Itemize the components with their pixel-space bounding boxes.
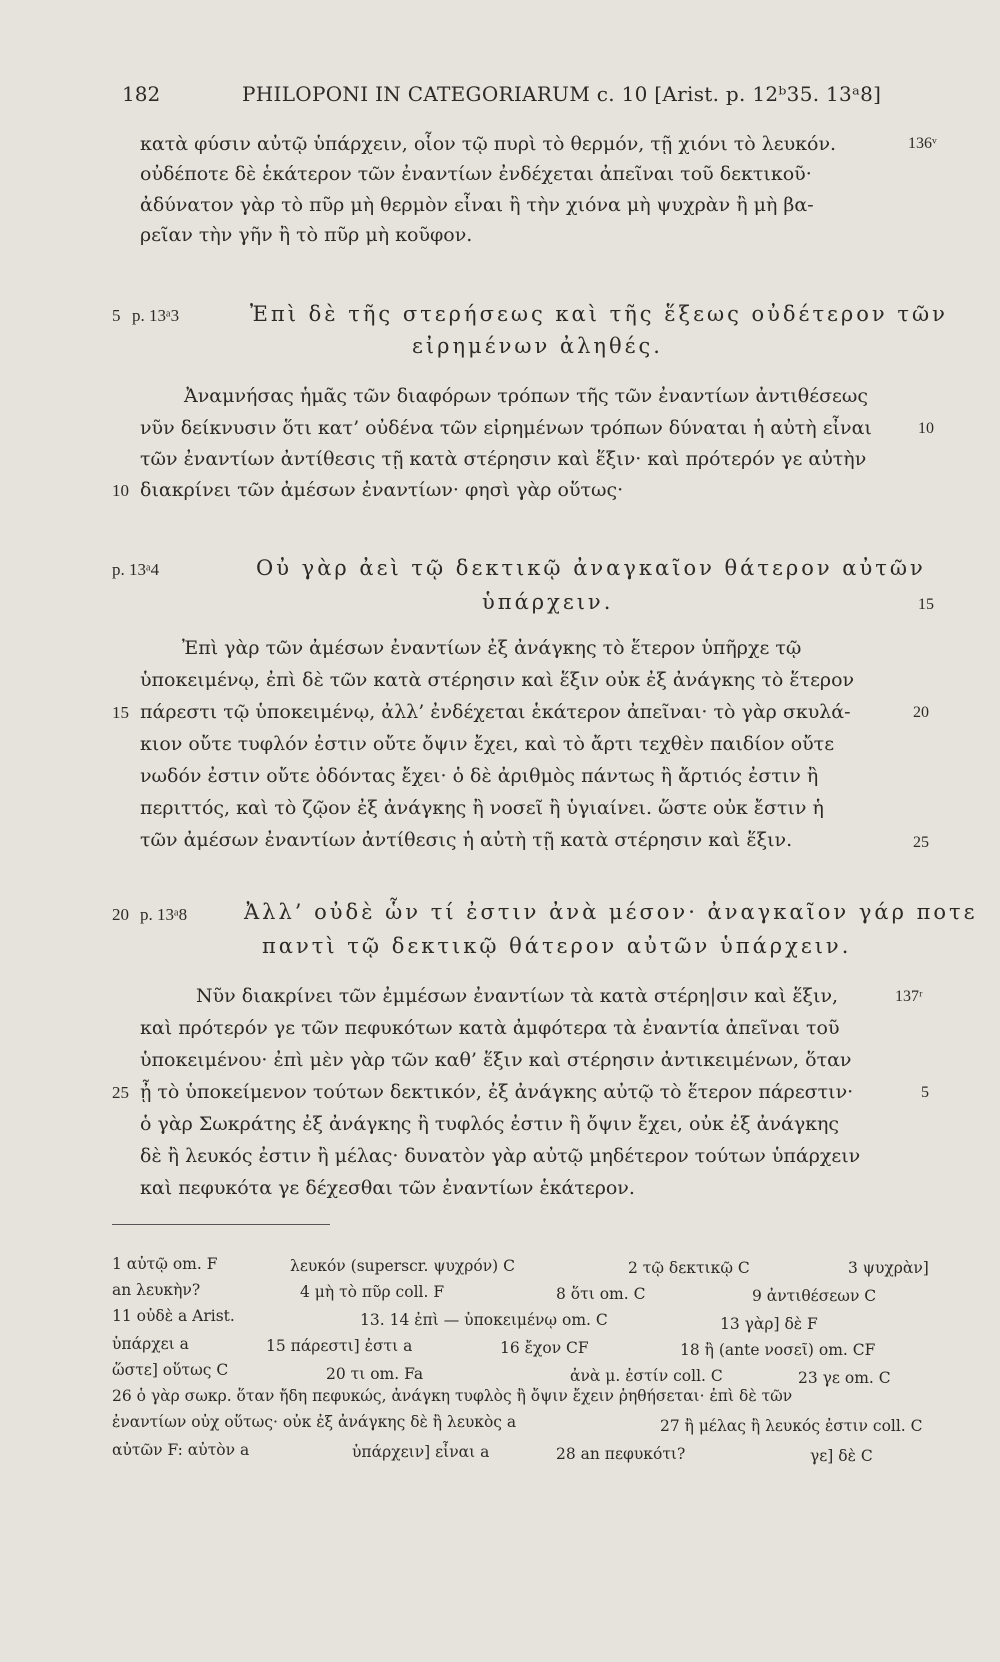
footnote-rule [112,1224,330,1225]
footnote: 20 τι om. Fa [326,1365,424,1383]
footnote: 18 ἢ (ante νοσεῖ) om. CF [680,1341,876,1359]
text-line: δὲ ἢ λευκός ἐστιν ἢ μέλας· δυνατὸν γὰρ αὐτῷ μηδέτερον τούτων ὑπάρχειν [140,1145,861,1167]
text-line: νωδόν ἐστιν οὔτε ὀδόντας ἔχει· ὁ δὲ ἀριθμὸς πάντως ἢ ἄρτιός ἐστιν ἢ [140,765,819,787]
text-line: οὐδέποτε δὲ ἑκάτερον τῶν ἐναντίων ἐνδέχεται ἀπεῖναι τοῦ δεκτικοῦ· [140,163,812,185]
lemma-reference: p. 13ᵃ8 [140,905,188,924]
footnote: 2 τῷ δεκτικῷ C [628,1259,750,1277]
lemma-reference: p. 13ᵃ3 [132,306,180,325]
footnote: 27 ἢ μέλας ἢ λευκός ἐστιν coll. C [660,1417,923,1435]
margin-line-number: 25 [913,834,929,851]
text-line: νῦν δείκνυσιν ὅτι κατ’ οὐδένα τῶν εἰρημένων τρόπων δύναται ἡ αὐτὴ εἶναι [140,417,872,439]
text-line: διακρίνει τῶν ἀμέσων ἐναντίων· φησὶ γὰρ οὕτως· [140,479,624,501]
text-line: ρεῖαν τὴν γῆν ἢ τὸ πῦρ μὴ κοῦφον. [140,224,473,246]
footnote: ὑπάρχει a [112,1335,189,1353]
lemma-text: Ἀλλ’ οὐδὲ ὧν τί ἐστιν ἀνὰ μέσον· ἀναγκαῖον γάρ ποτε [244,900,978,924]
lemma-text: παντὶ τῷ δεκτικῷ θάτερον αὐτῶν ὑπάρχειν. [262,934,852,958]
margin-line-number: 15 [918,596,934,613]
text-line: ὑποκειμένῳ, ἐπὶ δὲ τῶν κατὰ στέρησιν καὶ ἕξιν οὐκ ἐξ ἀνάγκης τὸ ἕτερον [140,669,855,691]
text-line: τῶν ἐναντίων ἀντίθεσις τῇ κατὰ στέρησιν καὶ ἕξιν· καὶ πρότερόν γε αὐτὴν [140,448,867,470]
footnote: 15 πάρεστι] ἐστι a [266,1337,413,1355]
text-line: κιον οὔτε τυφλόν ἐστιν οὔτε ὄψιν ἔχει, καὶ τὸ ἄρτι τεχθὲν παιδίον οὔτε [140,733,835,755]
line-number: 5 [112,306,121,325]
lemma-text: Ἐπὶ δὲ τῆς στερήσεως καὶ τῆς ἕξεως οὐδέτερον τῶν [250,302,948,326]
footnote: 13. 14 ἐπὶ — ὑποκειμένῳ om. C [360,1311,608,1329]
footnote: ἀνὰ μ. ἐστίν coll. C [570,1367,723,1385]
text-line: ὑποκειμένου· ἐπὶ μὲν γὰρ τῶν καθ’ ἕξιν καὶ στέρησιν ἀντικειμένων, ὅταν [140,1049,852,1071]
line-number: 25 [112,1083,129,1102]
lemma-reference: p. 13ᵃ4 [112,560,160,579]
text-line: πάρεστι τῷ ὑποκειμένῳ, ἀλλ’ ἐνδέχεται ἑκάτερον ἀπεῖναι· τὸ γὰρ σκυλά- [140,701,851,723]
text-line: ἀδύνατον γὰρ τὸ πῦρ μὴ θερμὸν εἶναι ἢ τὴν χιόνα μὴ ψυχρὰν ἢ μὴ βα- [140,194,814,216]
text-line: Ἐπὶ γὰρ τῶν ἀμέσων ἐναντίων ἐξ ἀνάγκης τὸ ἕτερον ὑπῆρχε τῷ [182,637,802,659]
text-line: ὁ γὰρ Σωκράτης ἐξ ἀνάγκης ἢ τυφλός ἐστιν ἢ ὄψιν ἔχει, οὐκ ἐξ ἀνάγκης [140,1113,840,1135]
margin-line-number: 5 [921,1084,929,1101]
footnote: 11 οὐδὲ a Arist. [112,1307,235,1325]
line-number: 20 [112,905,129,924]
footnote: an λευκὴν? [112,1281,201,1299]
margin-line-number: 20 [913,704,929,721]
footnote: ὑπάρχειν] εἶναι a [352,1443,490,1461]
footnote: αὐτῶν F: αὐτὸν a [112,1441,250,1459]
footnote: 13 γὰρ] δὲ F [720,1315,818,1333]
footnote: 16 ἔχον CF [500,1339,589,1357]
lemma-text: ὑπάρχειν. [482,590,614,614]
line-number: 10 [112,481,129,500]
running-title: PHILOPONI IN CATEGORIARUM c. 10 [Arist. p. 12ᵇ35. 13ᵃ8] [242,82,882,106]
lemma-text: Οὐ γὰρ ἀεὶ τῷ δεκτικῷ ἀναγκαῖον θάτερον αὐτῶν [256,556,926,580]
footnote: λευκόν (superscr. ψυχρόν) C [290,1257,515,1275]
text-line: περιττός, καὶ τὸ ζῷον ἐξ ἀνάγκης ἢ νοσεῖ ἢ ὑγιαίνει. ὥστε οὐκ ἔστιν ἡ [140,797,824,819]
footnote: 28 an πεφυκότι? [556,1445,686,1463]
footnote: 9 ἀντιθέσεων C [752,1287,877,1305]
text-line: κατὰ φύσιν αὐτῷ ὑπάρχειν, οἷον τῷ πυρὶ τὸ θερμόν, τῇ χιόνι τὸ λευκόν. [140,133,837,155]
text-line: Ἀναμνήσας ἡμᾶς τῶν διαφόρων τρόπων τῆς τῶν ἐναντίων ἀντιθέσεως [184,385,869,407]
text-line: τῶν ἀμέσων ἐναντίων ἀντίθεσις ἡ αὐτὴ τῇ κατὰ στέρησιν καὶ ἕξιν. [140,829,793,851]
footnote: 26 ὁ γὰρ σωκρ. ὅταν ἤδη πεφυκώς, ἀνάγκη τυφλὸς ἢ ὄψιν ἔχειν ῥηθήσεται· ἐπὶ δὲ τῶν [112,1387,793,1405]
footnote: ἐναντίων οὐχ οὕτως· οὐκ ἐξ ἀνάγκης δὲ ἢ λευκὸς a [112,1413,517,1431]
text-line: καὶ πεφυκότα γε δέχεσθαι τῶν ἐναντίων ἑκάτερον. [140,1177,635,1199]
footnote: ὥστε] οὕτως C [112,1361,229,1379]
footnote: 1 αὐτῷ om. F [112,1255,218,1273]
footnote: 3 ψυχρὰν] [848,1259,929,1277]
footnote: γε] δὲ C [810,1447,873,1465]
page-number: 182 [122,82,161,106]
margin-line-number: 10 [918,420,934,437]
folio-marker: 137ʳ [895,988,923,1005]
folio-marker: 136ᵛ [908,135,937,152]
footnote: 23 γε om. C [798,1369,891,1387]
footnote: 8 ὅτι om. C [556,1285,646,1303]
text-line: καὶ πρότερόν γε τῶν πεφυκότων κατὰ ἀμφότερα τὰ ἐναντία ἀπεῖναι τοῦ [140,1017,840,1039]
lemma-text: εἰρημένων ἀληθές. [412,334,663,358]
text-line: Νῦν διακρίνει τῶν ἐμμέσων ἐναντίων τὰ κατὰ στέρη|σιν καὶ ἕξιν, [196,985,839,1007]
footnote: 4 μὴ τὸ πῦρ coll. F [300,1283,445,1301]
line-number: 15 [112,703,129,722]
text-line: ᾖ τὸ ὑποκείμενον τούτων δεκτικόν, ἐξ ἀνάγκης αὐτῷ τὸ ἕτερον πάρεστιν· [140,1081,854,1103]
